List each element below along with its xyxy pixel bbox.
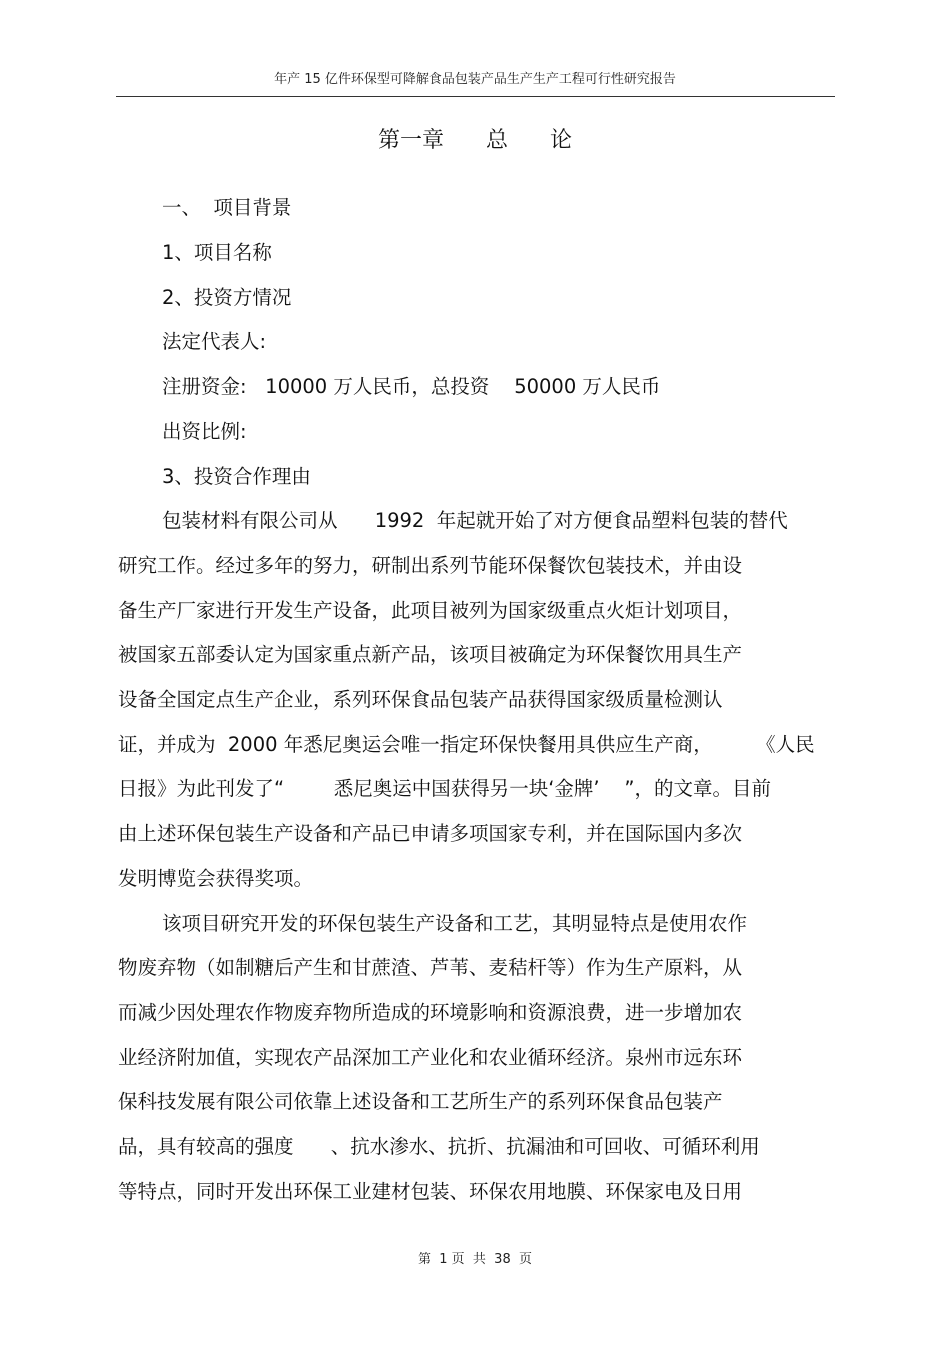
paragraph-line: 设备全国定点生产企业，系列环保食品包装产品获得国家级质量检测认 xyxy=(118,688,723,711)
paragraph-line: 等特点，同时开发出环保工业建材包装、环保农用地膜、环保家电及日用 xyxy=(118,1180,743,1203)
section-heading-background: 一、 项目背景 xyxy=(162,196,292,219)
paragraph-line: 保科技发展有限公司依靠上述设备和工艺所生产的系列环保食品包装产 xyxy=(118,1090,723,1113)
running-header: 年产 15 亿件环保型可降解食品包装产品生产生产工程可行性研究报告 xyxy=(274,72,676,87)
paragraph-line: 包装材料有限公司从 1992 年起就开始了对方便食品塑料包装的替代 xyxy=(162,509,788,532)
paragraph-line: 证，并成为 2000 年悉尼奥运会唯一指定环保快餐用具供应生产商， 《人民 xyxy=(118,733,815,756)
paragraph-line: 物废弃物（如制糖后产生和甘蔗渣、芦苇、麦秸杆等）作为生产原料，从 xyxy=(118,956,743,979)
paragraph-line: 而减少因处理农作物废弃物所造成的环境影响和资源浪费，进一步增加农 xyxy=(118,1001,743,1024)
paragraph-line: 发明博览会获得奖项。 xyxy=(118,867,314,890)
legal-representative-line: 法定代表人: xyxy=(162,330,267,353)
subsection-heading-investor: 2、投资方情况 xyxy=(162,286,292,309)
paragraph-line: 被国家五部委认定为国家重点新产品，该项目被确定为环保餐饮用具生产 xyxy=(118,643,743,666)
investment-ratio-line: 出资比例: xyxy=(162,420,247,443)
subsection-heading-reasons: 3、投资合作理由 xyxy=(162,465,311,488)
registered-capital-line: 注册资金: 10000 万人民币，总投资 50000 万人民币 xyxy=(162,375,661,398)
paragraph-line: 日报》为此刊发了“ 悉尼奥运中国获得另一块‘金牌’ ”，的文章。目前 xyxy=(118,777,771,800)
subsection-heading-project-name: 1、项目名称 xyxy=(162,241,272,264)
paragraph-line: 业经济附加值，实现农产品深加工产业化和农业循环经济。泉州市远东环 xyxy=(118,1046,743,1069)
paragraph-line: 该项目研究开发的环保包装生产设备和工艺，其明显特点是使用农作 xyxy=(162,912,748,935)
paragraph-line: 备生产厂家进行开发生产设备，此项目被列为国家级重点火炬计划项目， xyxy=(118,599,743,622)
chapter-title: 第一章 总 论 xyxy=(378,128,572,153)
header-divider xyxy=(116,96,835,97)
paragraph-line: 由上述环保包装生产设备和产品已申请多项国家专利，并在国际国内多次 xyxy=(118,822,743,845)
paragraph-line: 研究工作。经过多年的努力，研制出系列节能环保餐饮包装技术，并由设 xyxy=(118,554,743,577)
page-number-footer: 第 1 页 共 38 页 xyxy=(417,1252,532,1267)
paragraph-line: 品，具有较高的强度 、抗水渗水、抗折、抗漏油和可回收、可循环利用 xyxy=(118,1135,760,1158)
